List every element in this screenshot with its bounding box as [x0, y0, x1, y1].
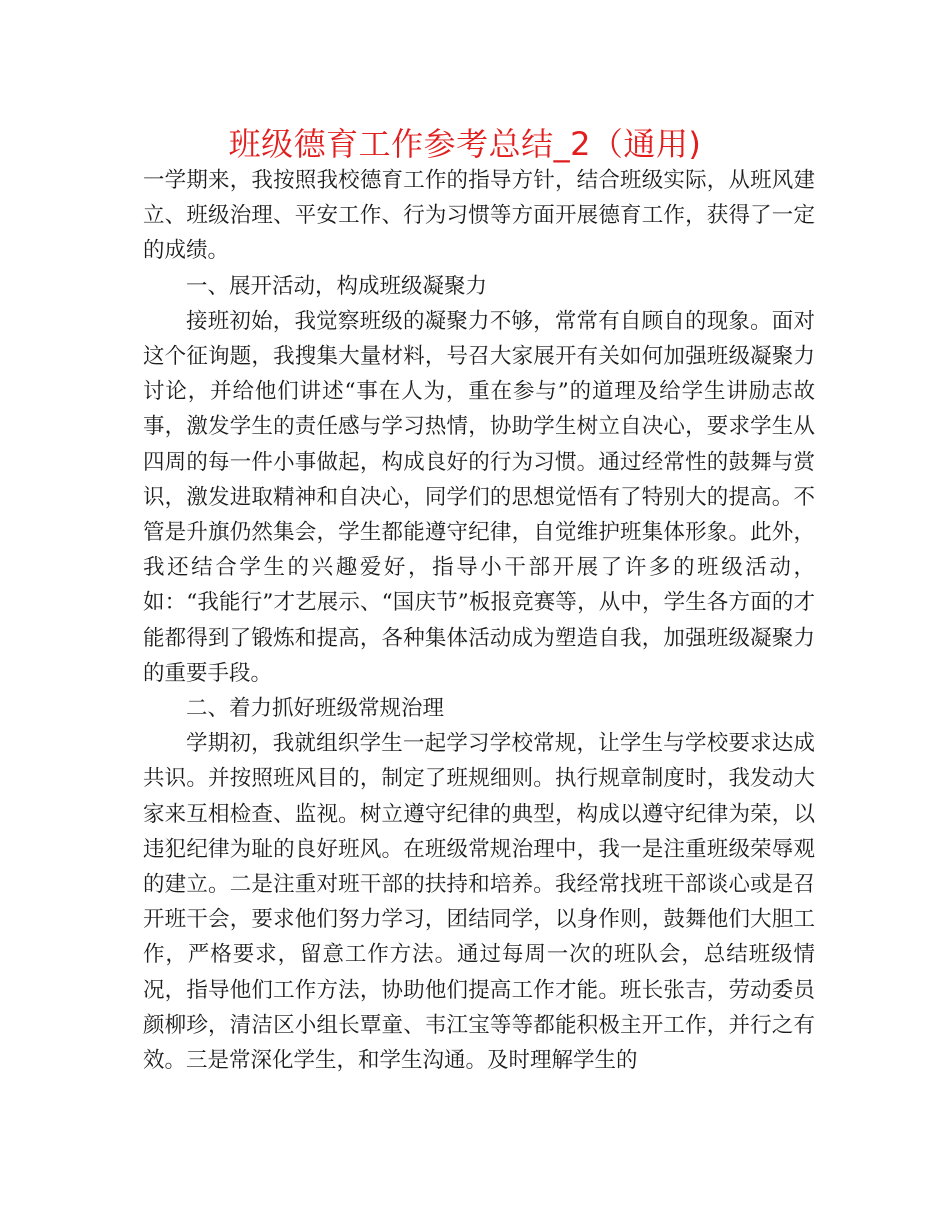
section-heading-1: 一、展开活动，构成班级凝聚力	[186, 273, 488, 299]
paragraph-section-2: 学期初，我就组织学生一起学习学校常规，让学生与学校要求达成共识。并按照班风目的，制定了班规细则。执行规章制度时，我发动大家来互相检查、监视。树立遵守纪律的典型，构成以遵守纪律为荣，以违犯纪律为耻的良好班风。在班级常规治理中，我一是注重班级荣辱观的建立。二是注重对班干部的扶持和培养。我经常找班干部谈心或是召开班干会，要求他们努力学习，团结同学，以身作则，鼓舞他们大胆工作，严格要求，留意工作方法。通过每周一次的班队会，总结班级情况，指导他们工作方法，协助他们提高工作才能。班长张吉，劳动委员颜柳珍，清洁区小组长覃童、韦江宝等等都能积极主开工作，并行之有效。三是常深化学生，和学生沟通。及时理解学生的	[143, 731, 815, 1074]
document-title: 班级德育工作参考总结_2（通用)	[228, 125, 702, 163]
paragraph-section-1: 接班初始，我觉察班级的凝聚力不够，常常有自顾自的现象。面对这个征询题，我搜集大量材料，号召大家展开有关如何加强班级凝聚力讨论，并给他们讲述“事在人为，重在参与”的道理及给学生讲励志故事，激发学生的责任感与学习热情，协助学生树立自决心，要求学生从四周的每一件小事做起，构成良好的行为习惯。通过经常性的鼓舞与赏识，激发进取精神和自决心，同学们的思想觉悟有了特别大的提高。不管是升旗仍然集会，学生都能遵守纪律，自觉维护班集体形象。此外，我还结合学生的兴趣爱好，指导小干部开展了许多的班级活动，如：“我能行”才艺展示、“国庆节”板报竞赛等，从中，学生各方面的才能都得到了锻炼和提高，各种集体活动成为塑造自我，加强班级凝聚力的重要手段。	[143, 308, 815, 686]
paragraph-intro: 一学期来，我按照我校德育工作的指导方针，结合班级实际，从班风建立、班级治理、平安工作、行为习惯等方面开展德育工作，获得了一定的成绩。	[143, 168, 815, 264]
section-heading-2: 二、着力抓好班级常规治理	[186, 696, 445, 722]
document-body	[143, 163, 815, 1078]
